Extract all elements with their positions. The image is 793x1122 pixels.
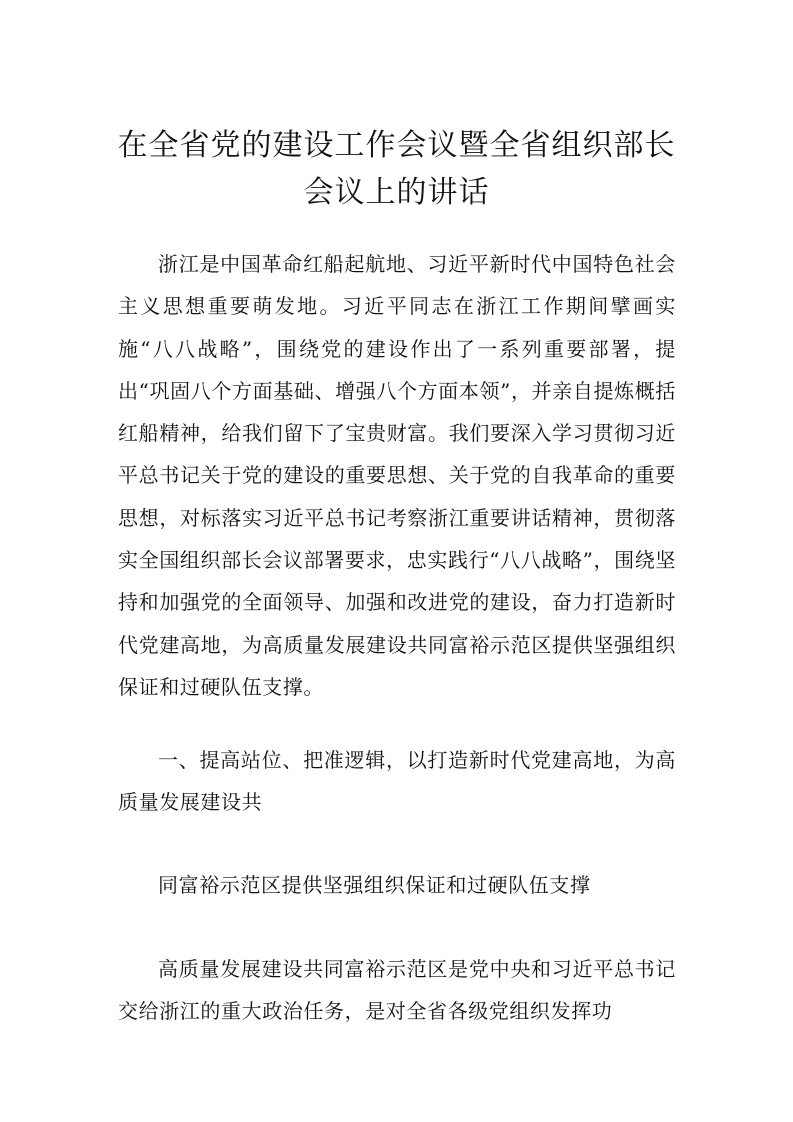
- body-paragraph-intro: 浙江是中国革命红船起航地、习近平新时代中国特色社会主义思想重要萌发地。习近平同志在浙江工作期间擘画实施“八八战略”，围绕党的建设作出了一系列重要部署，提出“巩固八个方面基础、增强八个方面本领”，并亲自提炼概括红船精神，给我们留下了宝贵财富。我们要深入学习贯彻习近平总书记关于党的建设的重要思想、关于党的自我革命的重要思想，对标落实习近平总书记考察浙江重要讲话精神，贯彻落实全国组织部长会议部署要求，忠实践行“八八战略”，围绕坚持和加强党的全面领导、加强和改进党的建设，奋力打造新时代党建高地，为高质量发展建设共同富裕示范区提供坚强组织保证和过硬队伍支撑。: [118, 252, 676, 699]
- document-title-line-1: 在全省党的建设工作会议暨全省组织部长: [117, 128, 676, 163]
- document-title-line-2: 会议上的讲话: [303, 175, 490, 210]
- body-paragraph-section-1: 高质量发展建设共同富裕示范区是党中央和习近平总书记交给浙江的重大政治任务，是对全省各级党组织发挥功: [118, 957, 676, 1024]
- section-heading-1: 一、提高站位、把准逻辑，以打造新时代党建高地，为高质量发展建设共: [118, 748, 676, 815]
- section-heading-1-continued: 同富裕示范区提供坚强组织保证和过硬队伍支撑: [158, 873, 591, 897]
